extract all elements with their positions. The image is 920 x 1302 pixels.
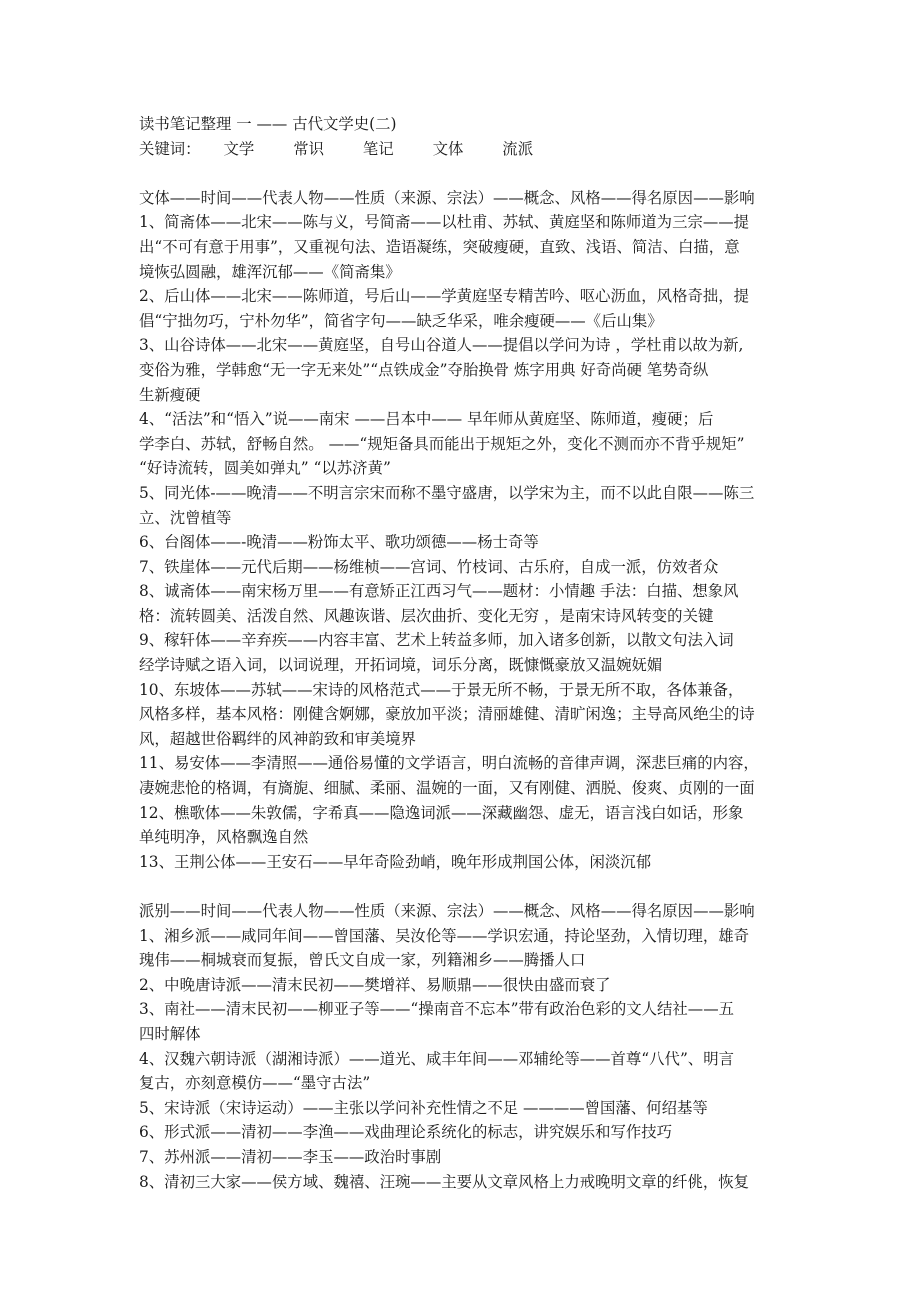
- text-line: 倡“宁拙勿巧，宁朴勿华”，简省字句——缺乏华采，唯余瘦硬——《后山集》: [139, 311, 663, 330]
- text-line: 立、沈曾植等: [139, 508, 232, 527]
- spacer: [139, 161, 790, 186]
- text-line: 8、诚斋体——南宋杨万里——有意矫正江西习气——题材：小情趣 手法：白描、想象风: [139, 582, 739, 601]
- section-body: [139, 210, 790, 874]
- document-title: 读书笔记整理 一 —— 古代文学史(二): [139, 115, 397, 133]
- text-line: 3、山谷诗体——北宋——黄庭坚，自号山谷道人——提倡以学问为诗 ，学杜甫以故为新,: [139, 336, 744, 355]
- text-line: 1、湘乡派——咸同年间——曾国藩、吴汝伦等——学识宏通，持论坚劲，入情切理，雄奇: [139, 926, 750, 945]
- text-line: 4、汉魏六朝诗派（湖湘诗派）——道光、咸丰年间——邓辅纶等——首尊“八代”、明言: [139, 1049, 734, 1068]
- text-line: 四时解体: [139, 1024, 201, 1043]
- text-line: 学李白、苏轼，舒畅自然。 ——“规矩备具而能出于规矩之外，变化不测而亦不背乎规矩”: [139, 434, 745, 453]
- text-line: 6、形式派——清初——李渔——戏曲理论系统化的标志，讲究娱乐和写作技巧: [139, 1123, 673, 1142]
- text-line: 1、简斋体——北宋——陈与义，号简斋——以杜甫、苏轼、黄庭坚和陈师道为三宗——提: [139, 213, 750, 232]
- text-line: 经学诗赋之语入词，以词说理，开拓词境，词乐分离，既慷慨豪放又温婉妩媚: [139, 656, 663, 675]
- text-line: 5、宋诗派（宋诗运动）——主张以学问补充性情之不足 ————曾国藩、何绍基等: [139, 1098, 708, 1117]
- keyword: 文体: [432, 139, 464, 158]
- text-line: 6、台阁体——-晚清——粉饰太平、歌功颂德——杨士奇等: [139, 533, 539, 552]
- text-line: 8、清初三大家——侯方域、魏禧、汪琬——主要从文章风格上力戒晚明文章的纤佻，恢复: [139, 1172, 750, 1191]
- text-line: 风格多样，基本风格：刚健含婀娜，豪放加平淡；清丽雄健、清旷闲逸；主导高风绝尘的诗: [139, 705, 755, 724]
- text-line: 4、“活法”和“悟入”说——南宋 ——吕本中—— 早年师从黄庭坚、陈师道，瘦硬；后: [139, 410, 714, 429]
- keyword: 常识: [293, 139, 324, 158]
- text-line: 9、稼轩体——辛弃疾——内容丰富、艺术上转益多师，加入诸多创新，以散文句法入词: [139, 631, 734, 650]
- section-body: [139, 924, 790, 1195]
- text-line: “好诗流转，圆美如弹丸” “以苏济黄”: [139, 459, 391, 478]
- text-line: 凄婉悲怆的格调，有旖旎、细腻、柔丽、温婉的一面，又有刚健、洒脱、俊爽、贞刚的一面: [139, 779, 755, 798]
- text-line: 格：流转圆美、活泼自然、风趣诙谐、层次曲折、变化无穷 ，是南宋诗风转变的关键: [139, 606, 714, 625]
- text-line: 境恢弘圆融，雄浑沉郁——《简斋集》: [139, 262, 401, 281]
- text-line: 10、东坡体——苏轼——宋诗的风格范式——于景无所不畅，于景无所不取，各体兼备，: [139, 680, 744, 699]
- spacer: [139, 874, 790, 899]
- keyword: 流派: [502, 139, 534, 158]
- keywords-line: [139, 137, 790, 162]
- text-line: 13、王荆公体——王安石——早年奇险劲峭，晚年形成荆国公体，闲淡沉郁: [139, 852, 652, 871]
- section-header: 文体——时间——代表人物——性质（来源、宗法）——概念、风格——得名原因——影响: [139, 188, 755, 207]
- text-line: 风，超越世俗羁绊的风神韵致和审美境界: [139, 729, 417, 748]
- text-line: 2、后山体——北宋——陈师道，号后山——学黄庭坚专精苦吟、呕心沥血，风格奇拙，提: [139, 287, 750, 306]
- text-line: 瑰伟——桐城衰而复振，曾氏文自成一家，列籍湘乡——腾播人口: [139, 951, 586, 970]
- text-line: 变俗为雅，学韩愈“无一字无来处”“点铁成金”夺胎换骨 炼字用典 好奇尚硬 笔势奇纵: [139, 360, 709, 379]
- text-line: 12、樵歌体——朱敦儒，字希真——隐逸词派——深藏幽怨、虚无，语言浅白如话，形象: [139, 803, 744, 822]
- text-line: 7、铁崖体——元代后期——杨维桢——宫词、竹枝词、古乐府，自成一派，仿效者众: [139, 557, 719, 576]
- text-line: 11、易安体——李清照——通俗易懂的文学语言，明白流畅的音律声调，深悲巨痛的内容，: [139, 754, 759, 773]
- text-line: 7、苏州派——清初——李玉——政治时事剧: [139, 1147, 442, 1166]
- section-header: 派别——时间——代表人物——性质（来源、宗法）——概念、风格——得名原因——影响: [139, 902, 755, 920]
- keyword: 文学: [223, 139, 255, 158]
- text-line: 出“不可有意于用事”，又重视句法、造语凝练，突破瘦硬，直致、浅语、简洁、白描，意: [139, 237, 740, 256]
- text-line: 生新瘦硬: [139, 385, 201, 404]
- text-line: 3、南社——清末民初——柳亚子等——“操南音不忘本”带有政治色彩的文人结社——五: [139, 1000, 734, 1019]
- keyword: 笔记: [362, 139, 394, 158]
- text-line: 2、中晚唐诗派——清末民初——樊增祥、易顺鼎——很快由盛而衰了: [139, 975, 611, 994]
- text-line: 单纯明净，风格飘逸自然: [139, 828, 309, 847]
- keywords-label: 关键词：: [139, 139, 201, 158]
- text-line: 5、同光体-——晚清——不明言宗宋而称不墨守盛唐，以学宋为主，而不以此自限——陈三: [139, 483, 755, 502]
- text-line: 复古，亦刻意模仿——“墨守古法”: [139, 1074, 371, 1093]
